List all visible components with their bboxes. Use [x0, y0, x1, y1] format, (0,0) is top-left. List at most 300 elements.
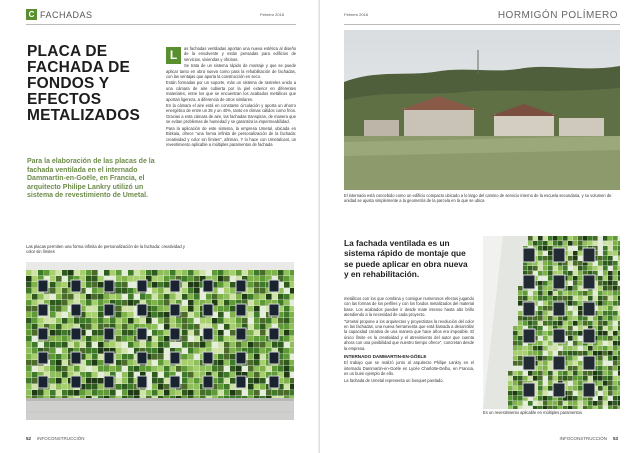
facade-tile	[164, 360, 170, 366]
facade-tile	[206, 318, 212, 324]
facade-tile	[122, 276, 128, 282]
facade-tile	[598, 311, 603, 316]
facade-tile	[284, 312, 290, 318]
facade-tile	[164, 294, 170, 300]
facade-tile	[182, 306, 188, 312]
facade-tile	[613, 276, 618, 281]
facade-tile	[598, 261, 603, 266]
facade-tile	[284, 306, 290, 312]
facade-tile	[568, 326, 573, 331]
facade-tile	[518, 401, 523, 406]
facade-tile	[523, 351, 528, 356]
facade-tile	[26, 294, 32, 300]
facade-tile	[98, 378, 104, 384]
facade-tile	[543, 391, 548, 396]
facade-tile	[50, 360, 56, 366]
facade-tile	[618, 351, 620, 356]
facade-tile	[110, 270, 116, 276]
facade-tile	[543, 296, 548, 301]
facade-tile	[188, 288, 194, 294]
facade-tile	[152, 300, 158, 306]
facade-tile	[548, 246, 553, 251]
facade-tile	[158, 342, 164, 348]
right-page	[320, 0, 640, 453]
facade-tile	[248, 342, 254, 348]
facade-tile	[152, 312, 158, 318]
facade-tile	[230, 378, 236, 384]
facade-tile	[558, 241, 563, 246]
facade-tile	[578, 341, 583, 346]
facade-tile	[543, 311, 548, 316]
facade-tile	[568, 266, 573, 271]
facade-tile	[116, 372, 122, 378]
facade-tile	[578, 386, 583, 391]
section-name: HORMIGÓN POLÍMERO	[497, 10, 618, 21]
facade-tile	[218, 282, 224, 288]
facade-tile	[578, 351, 583, 356]
facade-tile	[74, 318, 80, 324]
facade-tile	[603, 381, 608, 386]
facade-tile	[92, 324, 98, 330]
facade-tile	[38, 318, 44, 324]
facade-tile	[254, 276, 260, 282]
facade-tile	[248, 336, 254, 342]
facade-tile	[598, 251, 603, 256]
facade-tile	[578, 331, 583, 336]
facade-tile	[518, 296, 523, 301]
facade-tile	[218, 372, 224, 378]
facade-tile	[593, 241, 598, 246]
facade-tile	[538, 291, 543, 296]
facade-tile	[548, 396, 553, 401]
facade-tile	[80, 390, 86, 396]
facade-tile	[68, 366, 74, 372]
facade-tile	[218, 324, 224, 330]
window	[583, 383, 595, 397]
facade-tile	[128, 348, 134, 354]
facade-tile	[56, 300, 62, 306]
facade-tile	[598, 276, 603, 281]
facade-tile	[152, 336, 158, 342]
facade-tile	[284, 372, 290, 378]
facade-tile	[98, 318, 104, 324]
facade-tile	[74, 390, 80, 396]
facade-tile	[543, 266, 548, 271]
facade-tile	[568, 341, 573, 346]
facade-tile	[618, 251, 620, 256]
facade-tile	[603, 291, 608, 296]
window	[583, 275, 595, 289]
facade-tile	[284, 324, 290, 330]
facade-tile	[80, 366, 86, 372]
facade-tile	[218, 342, 224, 348]
facade-tile	[583, 291, 588, 296]
facade-tile	[573, 311, 578, 316]
facade-tile	[248, 288, 254, 294]
facade-tile	[230, 306, 236, 312]
facade-tile	[608, 321, 613, 326]
facade-tile	[266, 270, 272, 276]
facade-tile	[548, 316, 553, 321]
facade-tile	[104, 366, 110, 372]
facade-tile	[176, 270, 182, 276]
facade-tile	[603, 251, 608, 256]
facade-tile	[194, 336, 200, 342]
facade-tile	[194, 330, 200, 336]
facade-tile	[86, 348, 92, 354]
facade-tile	[62, 306, 68, 312]
facade-tile	[92, 372, 98, 378]
facade-tile	[608, 381, 613, 386]
facade-tile	[613, 311, 618, 316]
facade-tile	[134, 390, 140, 396]
facade-tile	[188, 342, 194, 348]
facade-tile	[608, 376, 613, 381]
facade-tile	[284, 270, 290, 276]
facade-tile	[134, 318, 140, 324]
facade-tile	[32, 354, 38, 360]
window	[269, 376, 279, 388]
facade-tile	[170, 294, 176, 300]
facade-tile	[68, 270, 74, 276]
facade-tile	[618, 291, 620, 296]
facade-tile	[568, 336, 573, 341]
facade-tile	[278, 294, 284, 300]
facade-tile	[290, 312, 294, 318]
window	[583, 248, 595, 262]
facade-tile	[92, 318, 98, 324]
facade-tile	[518, 336, 523, 341]
facade-tile	[513, 346, 518, 351]
facade-tile	[62, 384, 68, 390]
facade-tile	[548, 376, 553, 381]
facade-tile	[128, 282, 134, 288]
facade-tile	[573, 406, 578, 409]
facade-tile	[598, 271, 603, 276]
facade-tile	[254, 306, 260, 312]
window	[583, 302, 595, 316]
facade-tile	[50, 390, 56, 396]
facade-tile	[568, 331, 573, 336]
facade-tile	[98, 288, 104, 294]
facade-tile	[62, 372, 68, 378]
facade-tile	[568, 401, 573, 406]
facade-tile	[68, 342, 74, 348]
facade-tile	[230, 348, 236, 354]
facade-tile	[254, 336, 260, 342]
facade-tile	[152, 378, 158, 384]
facade-tile	[56, 318, 62, 324]
facade-tile	[92, 270, 98, 276]
facade-tile	[563, 406, 568, 409]
facade-tile	[573, 281, 578, 286]
facade-tile	[593, 316, 598, 321]
window	[104, 328, 114, 340]
facade-tile	[230, 312, 236, 318]
facade-tile	[613, 296, 618, 301]
facade-tile	[618, 241, 620, 246]
facade-tile	[158, 312, 164, 318]
facade-tile	[290, 342, 294, 348]
facade-tile	[543, 291, 548, 296]
facade-tile	[578, 261, 583, 266]
facade-tile	[32, 288, 38, 294]
facade-tile	[92, 282, 98, 288]
facade-tile	[164, 384, 170, 390]
facade-tile	[128, 330, 134, 336]
facade-tile	[152, 354, 158, 360]
facade-tile	[284, 336, 290, 342]
facade-tile	[128, 372, 134, 378]
facade-tile	[218, 336, 224, 342]
facade-tile	[553, 241, 558, 246]
page-number: 53	[612, 436, 618, 441]
facade-tile	[170, 342, 176, 348]
window	[170, 280, 180, 292]
facade-tile	[543, 301, 548, 306]
facade-tile	[613, 251, 618, 256]
facade-tile	[563, 316, 568, 321]
facade-tile	[618, 246, 620, 251]
facade-tile	[236, 270, 242, 276]
facade-tile	[254, 372, 260, 378]
facade-tile	[558, 406, 563, 409]
facade-tile	[164, 324, 170, 330]
facade-tile	[578, 276, 583, 281]
facade-tile	[618, 341, 620, 346]
paragraph: Se trata de un sistema rápido de montaje y que se puede aplicar tanto en obra nueva como para la rehabilitación de fachadas, con las ventajas que aporta la construcción en seco.	[166, 63, 296, 80]
facade-tile	[568, 376, 573, 381]
facade-tile	[284, 360, 290, 366]
facade-tile	[116, 378, 122, 384]
paragraph	[166, 46, 296, 62]
facade-tile	[92, 306, 98, 312]
facade-tile	[50, 366, 56, 372]
facade-tile	[182, 270, 188, 276]
facade-tile	[260, 324, 266, 330]
facade-tile	[578, 366, 583, 371]
facade-tile	[260, 330, 266, 336]
facade-tile	[116, 348, 122, 354]
facade-tile	[568, 366, 573, 371]
facade-tile	[200, 294, 206, 300]
facade-tile	[170, 366, 176, 372]
facade-tile	[528, 376, 533, 381]
facade-tile	[62, 312, 68, 318]
facade-tile	[62, 276, 68, 282]
facade-tile	[38, 294, 44, 300]
facade-tile	[290, 330, 294, 336]
facade-tile	[603, 361, 608, 366]
facade-tile	[98, 372, 104, 378]
facade-tile	[538, 286, 543, 291]
facade-tile	[230, 288, 236, 294]
facade-tile	[563, 236, 568, 241]
window	[38, 376, 48, 388]
facade-tile	[224, 318, 230, 324]
facade-tile	[230, 282, 236, 288]
facade-tile	[543, 356, 548, 361]
facade-tile	[513, 376, 518, 381]
facade-tile	[598, 266, 603, 271]
facade-tile	[568, 381, 573, 386]
facade-tile	[44, 342, 50, 348]
facade-tile	[56, 378, 62, 384]
facade-tile	[538, 301, 543, 306]
facade-tile	[122, 300, 128, 306]
facade-tile	[50, 378, 56, 384]
facade-tile	[56, 312, 62, 318]
facade-tile	[568, 301, 573, 306]
facade-tile	[26, 348, 32, 354]
facade-tile	[158, 366, 164, 372]
facade-tile	[266, 318, 272, 324]
facade-tile	[518, 406, 523, 409]
facade-tile	[92, 348, 98, 354]
facade-tile	[254, 378, 260, 384]
facade-tile	[518, 291, 523, 296]
facade-tile	[230, 342, 236, 348]
facade-tile	[122, 378, 128, 384]
facade-tile	[513, 366, 518, 371]
facade-tile	[593, 406, 598, 409]
facade-tile	[230, 330, 236, 336]
facade-tile	[86, 366, 92, 372]
facade-tile	[110, 342, 116, 348]
facade-tile	[104, 294, 110, 300]
facade-tile	[563, 296, 568, 301]
facade-tile	[182, 348, 188, 354]
facade-tile	[218, 294, 224, 300]
facade-tile	[194, 342, 200, 348]
facade-tile	[98, 282, 104, 288]
facade-tile	[86, 360, 92, 366]
facade-tile	[26, 312, 32, 318]
facade-tile	[573, 336, 578, 341]
facade-tile	[543, 236, 548, 241]
facade-tile	[278, 390, 284, 396]
facade-tile	[152, 348, 158, 354]
facade-tile	[548, 296, 553, 301]
facade-tile	[86, 306, 92, 312]
facade-tile	[613, 406, 618, 409]
facade-tile	[44, 390, 50, 396]
facade-tile	[92, 294, 98, 300]
facade-tile	[598, 371, 603, 376]
facade-tile	[598, 386, 603, 391]
facade-tile	[608, 261, 613, 266]
facade-tile	[194, 276, 200, 282]
facade-tile	[543, 276, 548, 281]
facade-tile	[568, 286, 573, 291]
facade-tile	[212, 318, 218, 324]
landscape-illustration	[344, 30, 620, 190]
facade-tile	[200, 390, 206, 396]
facade-tile	[608, 341, 613, 346]
facade-tile	[608, 276, 613, 281]
facade-tile	[548, 321, 553, 326]
facade-tile	[284, 282, 290, 288]
facade-tile	[26, 378, 32, 384]
facade-tile	[62, 270, 68, 276]
facade-tile	[188, 336, 194, 342]
facade-tile	[122, 270, 128, 276]
facade-tile	[588, 266, 593, 271]
facade-tile	[613, 386, 618, 391]
facade-tile	[613, 371, 618, 376]
facade-tile	[613, 321, 618, 326]
facade-tile	[558, 266, 563, 271]
window	[523, 248, 535, 262]
window	[523, 383, 535, 397]
facade-tile	[98, 294, 104, 300]
facade-tile	[603, 306, 608, 311]
facade-tile	[164, 390, 170, 396]
facade-tile	[563, 351, 568, 356]
facade-tile	[248, 294, 254, 300]
facade-tile	[50, 384, 56, 390]
footer	[26, 436, 85, 441]
window	[203, 280, 213, 292]
facade-tile	[224, 354, 230, 360]
facade-tile	[603, 266, 608, 271]
facade-tile	[518, 331, 523, 336]
facade-tile	[26, 270, 32, 276]
facade-tile	[528, 296, 533, 301]
facade-tile	[290, 294, 294, 300]
facade-tile	[618, 396, 620, 401]
facade-tile	[578, 336, 583, 341]
facade-tile	[92, 366, 98, 372]
facade-tile	[32, 300, 38, 306]
facade-tile	[578, 406, 583, 409]
facade-tile	[548, 361, 553, 366]
facade-tile	[26, 384, 32, 390]
facade-tile	[618, 271, 620, 276]
facade-tile	[38, 270, 44, 276]
window	[38, 280, 48, 292]
facade-tile	[182, 288, 188, 294]
facade-tile	[578, 346, 583, 351]
facade-tile	[92, 300, 98, 306]
facade-tile	[558, 401, 563, 406]
facade-tile	[538, 371, 543, 376]
facade-tile	[260, 354, 266, 360]
facade-tile	[260, 294, 266, 300]
facade-tile	[603, 296, 608, 301]
facade-tile	[573, 326, 578, 331]
facade-tile	[278, 318, 284, 324]
facade-tile	[50, 312, 56, 318]
facade-tile	[573, 341, 578, 346]
facade-tile	[74, 270, 80, 276]
paragraph: Para la aplicación de este sistema, la empresa Umetal, ubicada en Bizkaia, ofrece "una forma infinita de personalización de la fachada: creatividad y color sin límites", afirman. Y lo hace con Umetalcoat, un revestimiento aplicable a múltiples paramentos de fachada	[166, 125, 296, 147]
facade-tile	[553, 376, 558, 381]
facade-tile	[543, 366, 548, 371]
facade-illustration	[26, 262, 294, 420]
facade-tile	[182, 276, 188, 282]
facade-tile	[152, 288, 158, 294]
facade-tile	[513, 406, 518, 409]
facade-tile	[568, 351, 573, 356]
facade-tile	[538, 306, 543, 311]
facade-tile	[608, 336, 613, 341]
facade-tile	[62, 324, 68, 330]
facade-tile	[122, 288, 128, 294]
facade-tile	[128, 336, 134, 342]
facade-tile	[284, 378, 290, 384]
facade-tile	[548, 366, 553, 371]
